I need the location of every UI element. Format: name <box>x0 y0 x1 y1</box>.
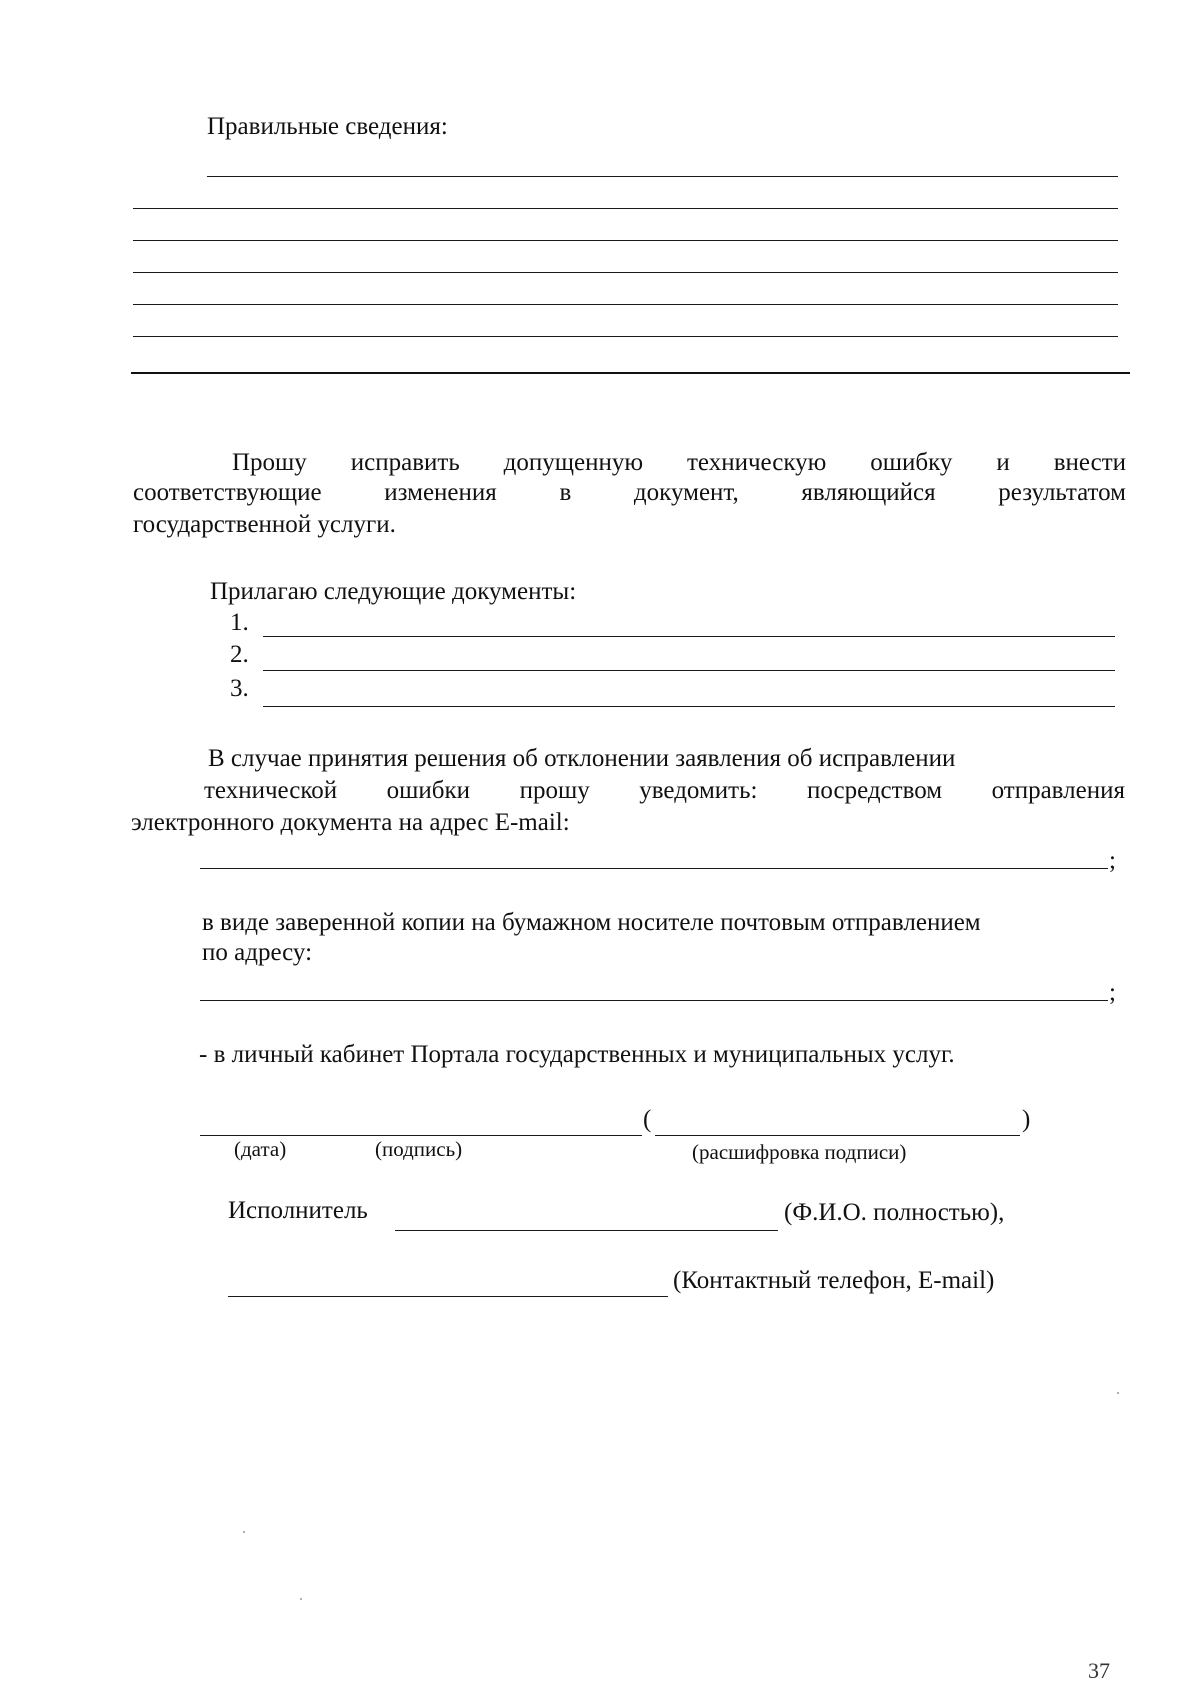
paper-copy-line-1: в виде заверенной копии на бумажном носителе почтовым отправлением <box>202 909 981 936</box>
signature-decode-line[interactable] <box>655 1135 1020 1136</box>
correct-info-line-3[interactable] <box>133 240 1118 241</box>
correct-info-line-5[interactable] <box>133 304 1118 305</box>
correct-info-line-7[interactable] <box>131 372 1130 374</box>
attachment-line-3[interactable] <box>263 706 1115 707</box>
correct-info-line-4[interactable] <box>133 272 1118 273</box>
executor-contact-label: (Контактный телефон, E-mail) <box>673 1267 995 1294</box>
attachment-number-3: 3. <box>230 675 249 702</box>
correct-info-line-2[interactable] <box>133 208 1118 209</box>
scan-speck <box>300 1598 302 1600</box>
rejection-line-2: технической ошибки прошу уведомить: посредством отправления <box>204 777 1125 804</box>
date-label: (дата) <box>234 1137 287 1161</box>
scan-speck <box>1117 1392 1119 1394</box>
executor-contact-line[interactable] <box>228 1296 668 1297</box>
attachments-heading: Прилагаю следующие документы: <box>210 578 577 605</box>
rejection-line-3: электронного документа на адрес E-mail: <box>131 809 570 836</box>
attachment-number-1: 1. <box>230 609 249 636</box>
attachment-line-2[interactable] <box>263 670 1115 671</box>
signature-decode-label: (расшифровка подписи) <box>692 1140 907 1164</box>
attachment-number-2: 2. <box>230 641 249 668</box>
portal-option: - в личный кабинет Портала государственных и муниципальных услуг. <box>199 1041 955 1068</box>
date-signature-line[interactable] <box>200 1135 642 1136</box>
correct-info-line-1[interactable] <box>207 176 1118 177</box>
request-line-2: соответствующие изменения в документ, являющийся результатом <box>133 479 1126 506</box>
open-paren: ( <box>643 1106 652 1133</box>
correct-info-heading: Правильные сведения: <box>207 113 448 140</box>
executor-label: Исполнитель <box>228 1197 368 1224</box>
executor-name-line[interactable] <box>395 1230 778 1231</box>
address-line[interactable] <box>200 1000 1108 1001</box>
scan-speck <box>243 1531 245 1533</box>
email-line[interactable] <box>200 868 1108 869</box>
request-line-1: Прошу исправить допущенную техническую ошибку и внести <box>232 449 1126 476</box>
email-line-end: ; <box>1109 847 1116 874</box>
correct-info-line-6[interactable] <box>133 336 1118 337</box>
executor-fio-label: (Ф.И.О. полностью), <box>784 1199 1005 1226</box>
rejection-line-1: В случае принятия решения об отклонении заявления об исправлении <box>208 745 956 772</box>
paper-copy-line-2: по адресу: <box>202 939 313 966</box>
close-paren: ) <box>1022 1106 1031 1133</box>
signature-label: (подпись) <box>375 1137 463 1161</box>
address-line-end: ; <box>1109 979 1116 1006</box>
page-number: 37 <box>1088 1658 1110 1683</box>
request-line-3: государственной услуги. <box>133 511 396 538</box>
attachment-line-1[interactable] <box>263 636 1115 637</box>
